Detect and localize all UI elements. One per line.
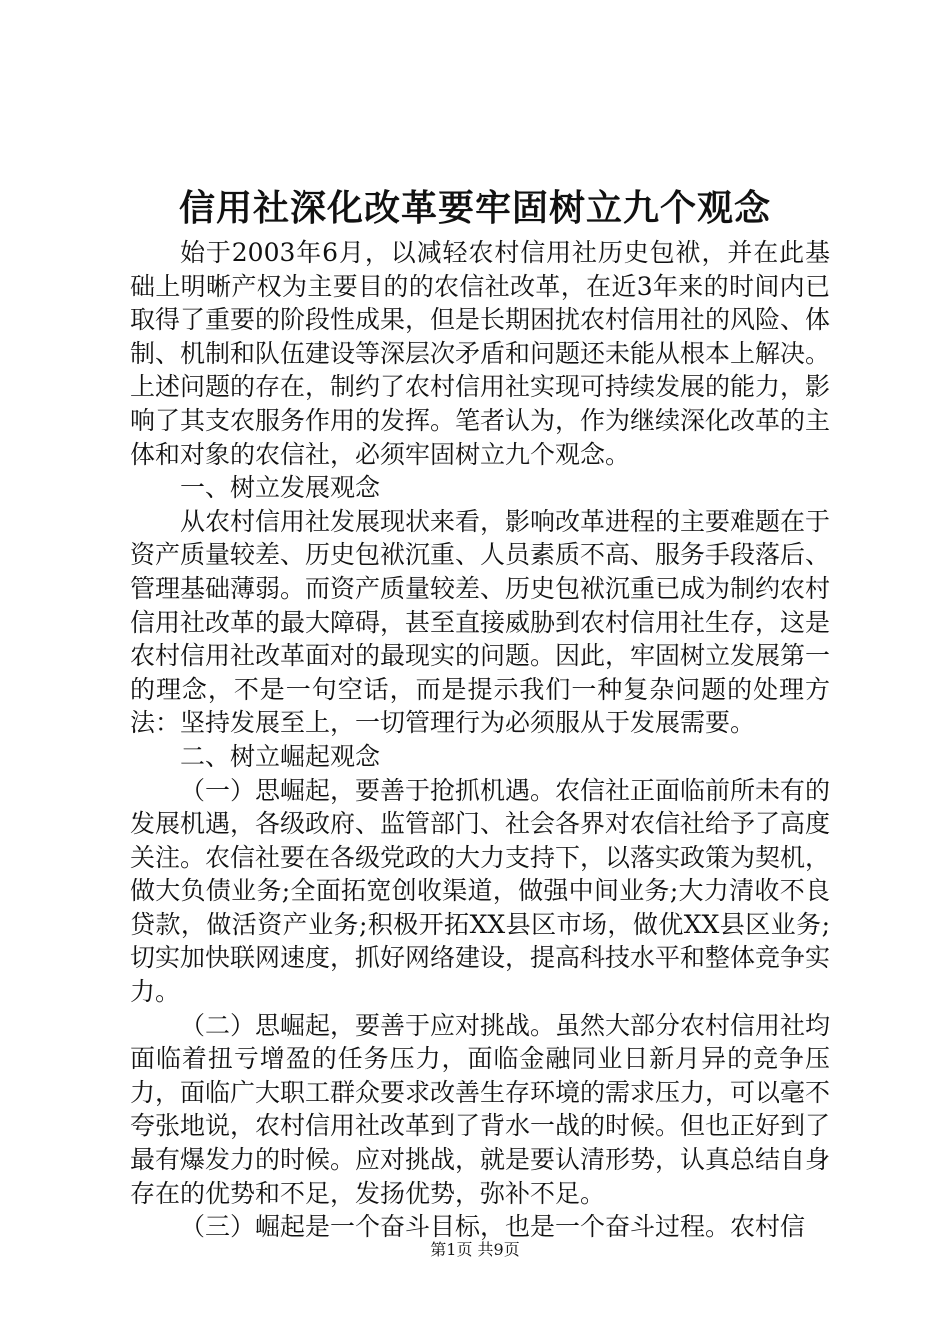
document-body (130, 236, 830, 1244)
paragraph-rise-2: （二）思崛起，要善于应对挑战。虽然大部分农村信用社均面临着扭亏增盈的任务压力，面临金融同业日新月异的竞争压力，面临广大职工群众要求改善生存环境的需求压力，可以毫不夸张地说，农村信用社改革到了背水一战的时候。但也正好到了最有爆发力的时候。应对挑战，就是要认清形势，认真总结自身存在的优势和不足，发扬优势，弥补不足。 (130, 1010, 831, 1208)
paragraph-rise-1: （一）思崛起，要善于抢抓机遇。农信社正面临前所未有的发展机遇，各级政府、监管部门、社会各界对农信社给予了高度关注。农信社要在各级党政的大力支持下，以落实政策为契机，做大负债业务;全面拓宽创收渠道，做强中间业务;大力清收不良贷款，做活资产业务;积极开拓XX县区市场，做优XX县区业务;切实加快联网速度，抓好网络建设，提高科技水平和整体竞争实力。 (130, 775, 831, 1007)
paragraph-rise-3: （三）崛起是一个奋斗目标，也是一个奋斗过程。农村信 (180, 1212, 806, 1242)
section-heading-2: 二、树立崛起观念 (180, 741, 381, 771)
document-title: 信用社深化改革要牢固树立九个观念 (178, 187, 771, 229)
page-number-footer: 第1页 共9页 (430, 1240, 520, 1259)
paragraph-intro: 始于2003年6月，以减轻农村信用社历史包袱，并在此基础上明晰产权为主要目的的农信社改革，在近3年来的时间内已取得了重要的阶段性成果，但是长期困扰农村信用社的风险、体制、机制和队伍建设等深层次矛盾和问题还未能从根本上解决。上述问题的存在，制约了农村信用社实现可持续发展的能力，影响了其支农服务作用的发挥。笔者认为，作为继续深化改革的主体和对象的农信社，必须牢固树立九个观念。 (130, 238, 831, 469)
paragraph-development: 从农村信用社发展现状来看，影响改革进程的主要难题在于资产质量较差、历史包袱沉重、人员素质不高、服务手段落后、管理基础薄弱。而资产质量较差、历史包袱沉重已成为制约农村信用社改革的最大障碍，甚至直接威胁到农村信用社生存，这是农村信用社改革面对的最现实的问题。因此，牢固树立发展第一的理念，不是一句空话，而是提示我们一种复杂问题的处理方法：坚持发展至上，一切管理行为必须服从于发展需要。 (130, 506, 831, 738)
section-heading-1: 一、树立发展观念 (180, 473, 381, 503)
